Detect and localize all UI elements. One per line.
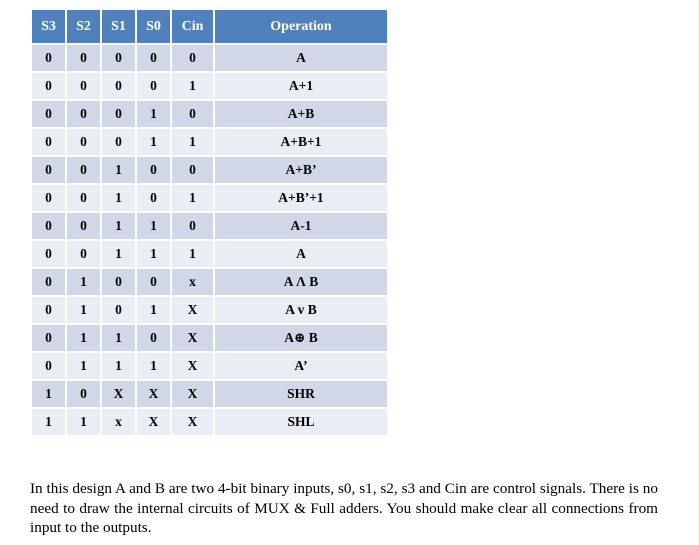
- cell-s1: 0: [102, 269, 135, 295]
- cell-s3: 0: [32, 297, 65, 323]
- cell-s3: 0: [32, 241, 65, 267]
- cell-operation: A’: [215, 353, 387, 379]
- header-operation: Operation: [215, 10, 387, 43]
- table-row: [32, 73, 387, 99]
- cell-cin: X: [172, 297, 213, 323]
- cell-s3: 1: [32, 409, 65, 435]
- header-s2: S2: [67, 10, 100, 43]
- table-row: [32, 45, 387, 71]
- cell-s1: 1: [102, 241, 135, 267]
- cell-s0: 1: [137, 353, 170, 379]
- cell-s1: 1: [102, 157, 135, 183]
- cell-s3: 0: [32, 325, 65, 351]
- cell-s1: 1: [102, 325, 135, 351]
- cell-s1: X: [102, 381, 135, 407]
- cell-s3: 0: [32, 45, 65, 71]
- cell-cin: 0: [172, 213, 213, 239]
- cell-cin: X: [172, 353, 213, 379]
- cell-s0: 1: [137, 213, 170, 239]
- table-row: [32, 325, 387, 351]
- cell-s0: X: [137, 409, 170, 435]
- cell-s2: 0: [67, 185, 100, 211]
- cell-s2: 1: [67, 353, 100, 379]
- cell-operation: A⊕ B: [215, 325, 387, 351]
- cell-s2: 0: [67, 45, 100, 71]
- table-row: [32, 157, 387, 183]
- cell-s3: 0: [32, 157, 65, 183]
- cell-cin: 0: [172, 45, 213, 71]
- cell-s3: 0: [32, 101, 65, 127]
- header-s3: S3: [32, 10, 65, 43]
- cell-s2: 0: [67, 381, 100, 407]
- cell-cin: 1: [172, 185, 213, 211]
- instructions-paragraph: In this design A and B are two 4-bit binary inputs, s0, s1, s2, s3 and Cin are control signals. There is no need to draw the internal circuits of MUX & Full adders. You should make clear all connections from input to the outputs.: [30, 480, 658, 537]
- cell-operation: SHL: [215, 409, 387, 435]
- cell-operation: A+B’: [215, 157, 387, 183]
- cell-s2: 0: [67, 73, 100, 99]
- cell-operation: A: [215, 45, 387, 71]
- cell-s1: 0: [102, 297, 135, 323]
- cell-s1: 0: [102, 129, 135, 155]
- cell-operation: A: [215, 241, 387, 267]
- cell-operation: A-1: [215, 213, 387, 239]
- table-row: [32, 213, 387, 239]
- cell-s3: 0: [32, 73, 65, 99]
- cell-s1: 1: [102, 185, 135, 211]
- cell-s0: 0: [137, 157, 170, 183]
- cell-s2: 0: [67, 129, 100, 155]
- cell-s2: 0: [67, 213, 100, 239]
- cell-s0: X: [137, 381, 170, 407]
- table-row: [32, 353, 387, 379]
- header-cin: Cin: [172, 10, 213, 43]
- table-row: [32, 129, 387, 155]
- cell-s2: 1: [67, 409, 100, 435]
- cell-cin: 1: [172, 73, 213, 99]
- cell-s1: 0: [102, 73, 135, 99]
- cell-cin: 0: [172, 157, 213, 183]
- cell-s2: 1: [67, 325, 100, 351]
- cell-s0: 0: [137, 45, 170, 71]
- cell-s1: 1: [102, 353, 135, 379]
- cell-cin: X: [172, 381, 213, 407]
- cell-s2: 0: [67, 157, 100, 183]
- table-row: [32, 185, 387, 211]
- cell-operation: A Λ B: [215, 269, 387, 295]
- cell-s0: 0: [137, 185, 170, 211]
- cell-operation: A+1: [215, 73, 387, 99]
- table-row: [32, 101, 387, 127]
- cell-s0: 0: [137, 325, 170, 351]
- cell-cin: X: [172, 409, 213, 435]
- cell-s3: 0: [32, 213, 65, 239]
- cell-s0: 1: [137, 297, 170, 323]
- table-row: [32, 381, 387, 407]
- cell-s1: 0: [102, 101, 135, 127]
- cell-operation: A+B’+1: [215, 185, 387, 211]
- cell-cin: 1: [172, 241, 213, 267]
- cell-s0: 0: [137, 269, 170, 295]
- table-body: [32, 45, 387, 435]
- cell-s0: 1: [137, 241, 170, 267]
- cell-s3: 0: [32, 353, 65, 379]
- cell-cin: x: [172, 269, 213, 295]
- header-s1: S1: [102, 10, 135, 43]
- truth-table: [30, 8, 389, 437]
- cell-s0: 1: [137, 101, 170, 127]
- cell-s3: 0: [32, 185, 65, 211]
- table-header-row: [32, 10, 387, 43]
- cell-s0: 1: [137, 129, 170, 155]
- cell-s0: 0: [137, 73, 170, 99]
- cell-s1: x: [102, 409, 135, 435]
- cell-s3: 0: [32, 269, 65, 295]
- cell-cin: 0: [172, 101, 213, 127]
- cell-s3: 1: [32, 381, 65, 407]
- cell-cin: 1: [172, 129, 213, 155]
- cell-s1: 1: [102, 213, 135, 239]
- table-row: [32, 241, 387, 267]
- cell-operation: A+B+1: [215, 129, 387, 155]
- cell-operation: A v B: [215, 297, 387, 323]
- table-row: [32, 297, 387, 323]
- cell-s2: 0: [67, 241, 100, 267]
- cell-s2: 0: [67, 101, 100, 127]
- cell-cin: X: [172, 325, 213, 351]
- table-row: [32, 409, 387, 435]
- cell-s2: 1: [67, 297, 100, 323]
- header-s0: S0: [137, 10, 170, 43]
- table-row: [32, 269, 387, 295]
- cell-s2: 1: [67, 269, 100, 295]
- cell-s3: 0: [32, 129, 65, 155]
- cell-operation: SHR: [215, 381, 387, 407]
- cell-operation: A+B: [215, 101, 387, 127]
- cell-s1: 0: [102, 45, 135, 71]
